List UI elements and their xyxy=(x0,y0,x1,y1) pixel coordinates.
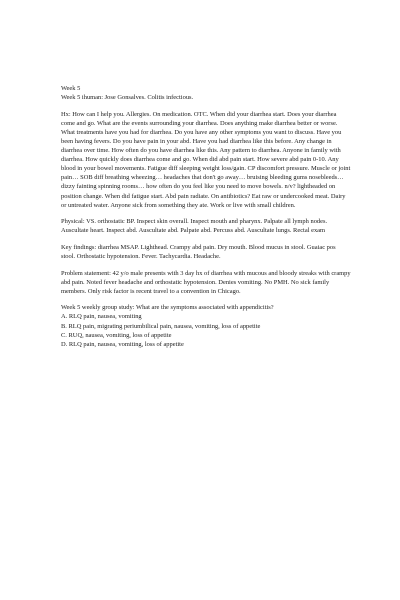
problem-statement-paragraph: Problem statement: 42 y/o male presents with 3 day hx of diarrhea with mucous and bloody streaks with crampy abd pain. Noted fever headache and orthostatic hypotension. Denies vomiting. No PMH. No sick family members. Only risk factor is recent travel to a convention in Chicago. xyxy=(61,269,351,295)
case-title: Week 5 ihuman: Jose Gonsalves. Colitis infectious. xyxy=(61,94,194,102)
history-paragraph: Hx: How can I help you. Allergies. On medication. OTC. When did your diarrhea start. Does your diarrhea come and go. What are the events surrounding your diarrhea. Does anything make diarrhea better or worse. What treatments have you had for diarrhea. Do you have any other symptoms you want to discuss. Have you been having fevers. Do you have pain in your abd. Have you had diarrhea like this before. Any change in diarrhea over time. How often do you have diarrhea like this. Any pattern to diarrhea. Anyone in family with diarrhea. How quickly does diarrhea come and go. When did abd pain start. How severe abd pain 0-10. Any blood in your bowel movements. Fatigue diff sleeping weight loss/gain. CP discomfort pressure. Muscle or joint pain… SOB diff breathing wheezing… headaches that don't go away… bruising bleeding gums nosebleeds… dizzy fainting spinning rooms… how often do you feel like you need to move bowels. n/v? lightheaded on position change. When did fatigue start. Abd pain radiate. On antibiotics? Eat raw or undercooked meat. Dairy or untreated water. Anyone sick from something they ate. Work or live with small children. xyxy=(61,110,351,209)
answer-option-a: A. RLQ pain, nausea, vomiting xyxy=(61,313,142,321)
group-study-question-block xyxy=(61,303,351,348)
answer-option-c: C. RUQ, nausea, vomiting, loss of appetite xyxy=(61,331,172,339)
week-heading: Week 5 xyxy=(61,85,81,92)
document-page xyxy=(61,84,351,349)
answer-option-d: D. RLQ pain, nausea, vomiting, loss of appetite xyxy=(61,340,184,348)
key-findings-paragraph: Key findings: diarrhea MSAP. Lighthead. Crampy abd pain. Dry mouth. Blood mucus in stool. Guaiac pos stool. Orthostatic hypotension. Fever. Tachycardia. Headache. xyxy=(61,243,336,260)
answer-option-b: B. RLQ pain, migrating periumbilical pain, nausea, vomiting, loss of appetite xyxy=(61,322,261,330)
group-study-question: Week 5 weekly group study: What are the symptoms associated with appendicitis? xyxy=(61,304,274,312)
physical-exam-paragraph: Physical: VS. orthostatic BP. Inspect skin overall. Inspect mouth and pharynx. Palpate all lymph nodes. Auscultate heart. Inspect abd. Auscultate abd. Palpate abd. Percuss abd. Auscultate lungs. Rectal exam xyxy=(61,218,328,235)
